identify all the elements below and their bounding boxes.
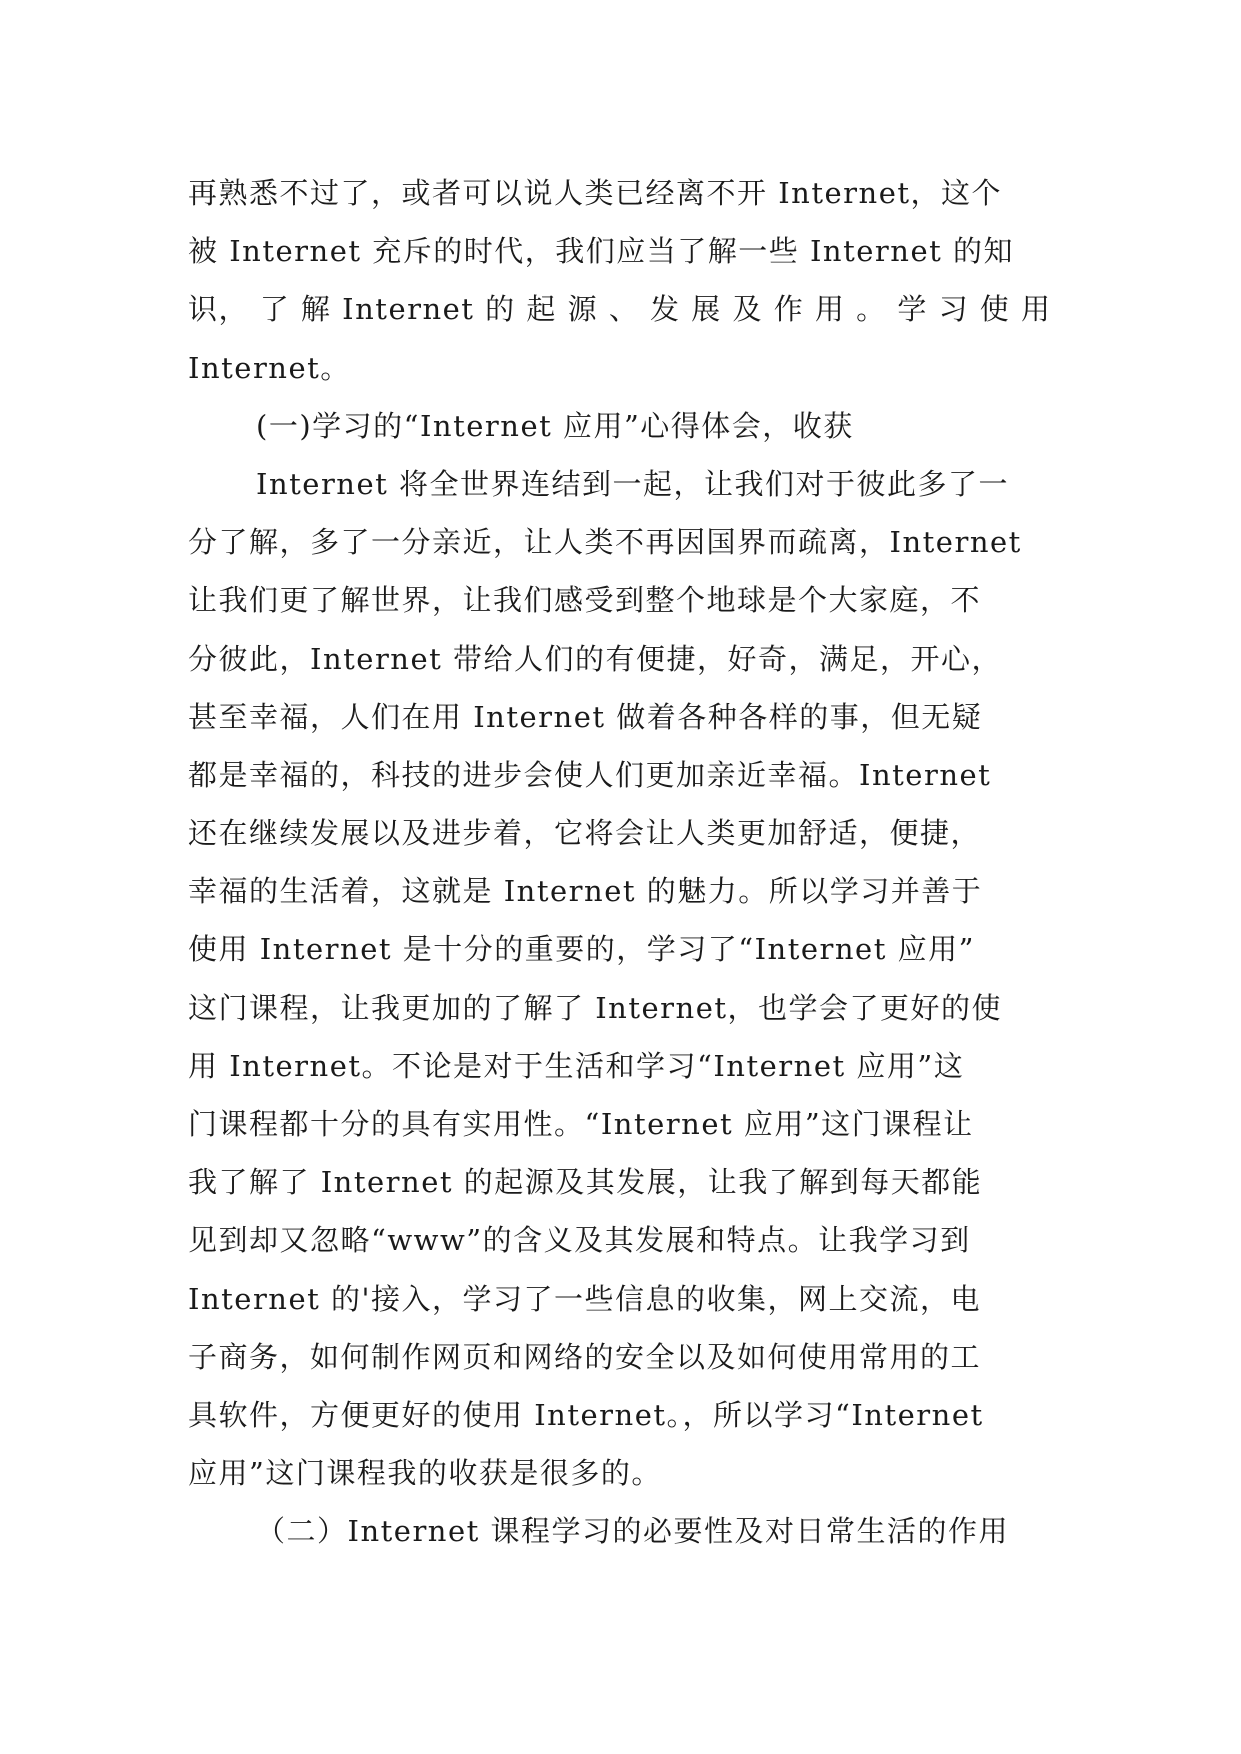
text-line: 还在继续发展以及进步着，它将会让人类更加舒适，便捷， (188, 816, 982, 851)
text-line: 识， 了 解 Internet 的 起 源 、 发 展 及 作 用 。 学 习 使 用 (188, 292, 1052, 327)
text-line: 使用 Internet 是十分的重要的，学习了“Internet 应用” (188, 932, 975, 967)
text-line: （二）Internet 课程学习的必要性及对日常生活的作用 (256, 1514, 1010, 1549)
text-line: 分了解，多了一分亲近，让人类不再因国界而疏离，Internet (188, 525, 1022, 560)
text-line: 被 Internet 充斥的时代，我们应当了解一些 Internet 的知 (188, 234, 1014, 269)
text-line: Internet 将全世界连结到一起，让我们对于彼此多了一 (256, 466, 1010, 501)
text-line: 都是幸福的，科技的进步会使人们更加亲近幸福。Internet (188, 757, 992, 792)
text-line: 分彼此，Internet 带给人们的有便捷，好奇，满足，开心， (188, 641, 1003, 676)
text-line: 具软件，方便更好的使用 Internet。，所以学习“Internet (188, 1397, 984, 1432)
body-text (188, 164, 1058, 1561)
text-line: Internet 的'接入，学习了一些信息的收集，网上交流，电 (188, 1281, 981, 1316)
text-line: 再熟悉不过了，或者可以说人类已经离不开 Internet，这个 (188, 176, 1003, 210)
text-line: 门课程都十分的具有实用性。“Internet 应用”这门课程让 (188, 1107, 974, 1141)
text-line: 让我们更了解世界，让我们感受到整个地球是个大家庭，不 (188, 583, 982, 618)
text-line: 这门课程，让我更加的了解了 Internet，也学会了更好的使 (188, 990, 1003, 1025)
text-line: 见到却又忽略“www”的含义及其发展和特点。让我学习到 (188, 1223, 971, 1258)
text-line: 应用”这门课程我的收获是很多的。 (188, 1456, 662, 1491)
text-line: 幸福的生活着，这就是 Internet 的魅力。所以学习并善于 (188, 874, 983, 909)
text-line: 用 Internet。不论是对于生活和学习“Internet 应用”这 (188, 1048, 965, 1083)
text-line: 子商务，如何制作网页和网络的安全以及如何使用常用的工 (188, 1339, 982, 1374)
text-line: 甚至幸福，人们在用 Internet 做着各种各样的事，但无疑 (188, 699, 983, 734)
text-line: (一)学习的“Internet 应用”心得体会，收获 (256, 408, 854, 443)
text-line: 我了解了 Internet 的起源及其发展，让我了解到每天都能 (188, 1165, 983, 1200)
text-line: Internet。 (188, 350, 351, 385)
